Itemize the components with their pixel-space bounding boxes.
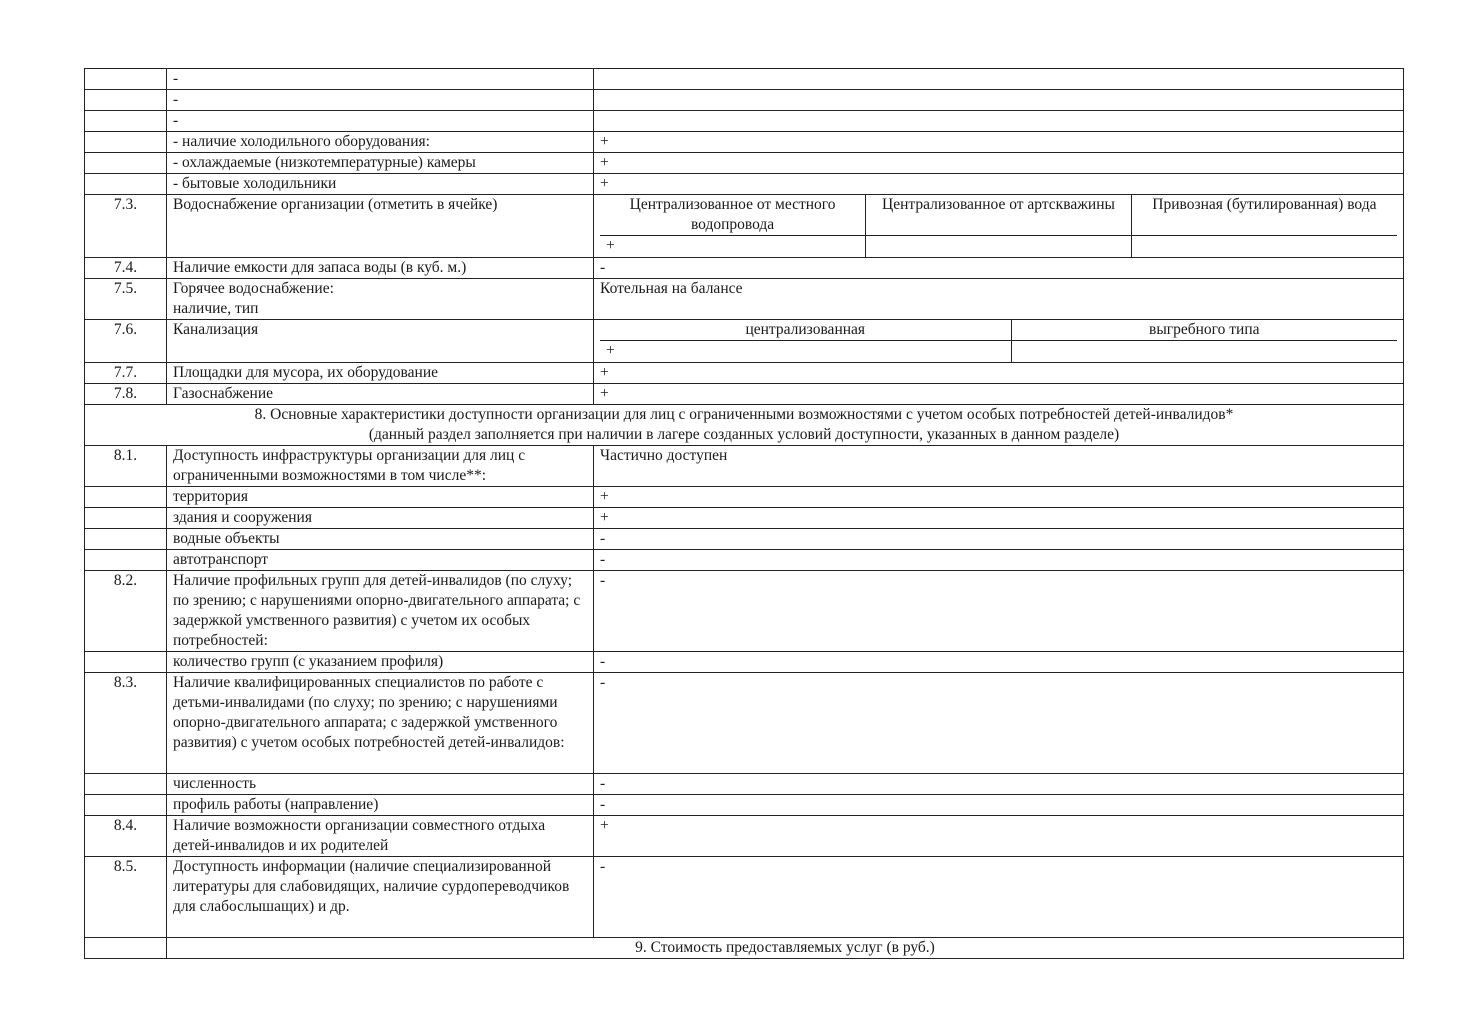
row-value: + [594,362,1404,383]
row-label: количество групп (с указанием профиля) [167,651,594,672]
row-8-3 [85,672,1404,773]
row-7-4 [85,257,1404,278]
water-option-central: Централизованное от местного водопровода [600,195,866,236]
row-value: Котельная на балансе [594,278,1404,319]
row-value: + [594,153,1404,174]
table-row [85,507,1404,528]
row-label: водные объекты [167,528,594,549]
row-label: Наличие емкости для запаса воды (в куб. м.) [167,257,594,278]
row-8-5 [85,856,1404,937]
section-9-header [85,937,1404,958]
row-label: Доступность инфраструктуры организации для лиц с ограниченными возможностями в том числе**: [167,445,594,486]
row-value: - [594,773,1404,794]
water-supply-options [594,195,1404,258]
row-value: Частично доступен [594,445,1404,486]
row-number: 7.6. [85,319,167,362]
row-value: + [594,132,1404,153]
row-label: Газоснабжение [167,383,594,404]
row-number: 8.3. [85,672,167,773]
row-number [85,90,167,111]
row-number [85,69,167,90]
characteristics-table [84,68,1404,959]
section-8-header [85,404,1404,445]
row-label: - [167,90,594,111]
row-value: - [594,672,1404,773]
row-number: 7.5. [85,278,167,319]
table-row [85,90,1404,111]
row-number: 7.3. [85,195,167,258]
row-label: Водоснабжение организации (отметить в ячейке) [167,195,594,258]
row-number: 7.8. [85,383,167,404]
table-row [85,69,1404,90]
row-number: 8.1. [85,445,167,486]
row-label: - наличие холодильного оборудования: [167,132,594,153]
section-9-title: 9. Стоимость предоставляемых услуг (в руб.) [167,937,1404,958]
row-8-2 [85,570,1404,651]
row-label: Наличие профильных групп для детей-инвалидов (по слуху; по зрению; с нарушениями опорно-двигательного аппарата; с задержкой умственного развития) с учетом их особых потребностей: [167,570,594,651]
sewerage-value-central: + [600,341,1011,362]
water-value-artesian [866,236,1132,257]
water-value-central: + [600,236,866,257]
row-value [594,90,1404,111]
row-label: численность [167,773,594,794]
row-label: профиль работы (направление) [167,794,594,815]
section-8-title [85,404,1404,445]
row-label: - [167,69,594,90]
row-7-3 [85,195,1404,258]
row-value: - [594,528,1404,549]
sewerage-value-cesspool [1011,341,1397,362]
water-option-artesian: Централизованное от артскважины [866,195,1132,236]
table-row [85,651,1404,672]
row-number [85,111,167,132]
row-value: - [594,570,1404,651]
table-row [85,174,1404,195]
row-label-line2: наличие, тип [173,299,259,317]
row-number [85,132,167,153]
table-row [85,528,1404,549]
row-label: территория [167,486,594,507]
row-8-1 [85,445,1404,486]
row-label: здания и сооружения [167,507,594,528]
sewerage-option-central: централизованная [600,320,1011,341]
row-value: - [594,794,1404,815]
row-label: Доступность информации (наличие специализированной литературы для слабовидящих, наличие сурдопереводчиков для слабослышащих) и др. [167,856,594,937]
row-value: - [594,257,1404,278]
row-value: + [594,507,1404,528]
row-number: 7.7. [85,362,167,383]
water-option-bottled: Привозная (бутилированная) вода [1131,195,1397,236]
row-value: + [594,174,1404,195]
table-row [85,486,1404,507]
table-row [85,111,1404,132]
sewerage-options [594,319,1404,362]
row-value: + [594,815,1404,856]
document-table-wrapper [84,68,1404,959]
row-value: - [594,856,1404,937]
row-8-4 [85,815,1404,856]
row-label-line1: Горячее водоснабжение: [173,279,334,297]
table-row [85,153,1404,174]
row-7-7 [85,362,1404,383]
section-8-title-line1: 8. Основные характеристики доступности организации для лиц с ограниченными возможностями с учетом особых потребностей детей-инвалидов* [254,405,1234,423]
row-label: Наличие возможности организации совместного отдыха детей-инвалидов и их родителей [167,815,594,856]
row-number: 8.4. [85,815,167,856]
row-7-6 [85,319,1404,362]
table-row [85,773,1404,794]
row-value: - [594,549,1404,570]
row-label [167,278,594,319]
row-value: + [594,383,1404,404]
row-label: автотранспорт [167,549,594,570]
row-number: 8.2. [85,570,167,651]
row-value: - [594,651,1404,672]
row-number: 7.4. [85,257,167,278]
row-value: + [594,486,1404,507]
row-label: Площадки для мусора, их оборудование [167,362,594,383]
section-8-title-line2: (данный раздел заполняется при наличии в лагере созданных условий доступности, указанных в данном разделе) [368,425,1120,443]
row-label: - охлаждаемые (низкотемпературные) камеры [167,153,594,174]
row-label: - бытовые холодильники [167,174,594,195]
sewerage-option-cesspool: выгребного типа [1011,320,1397,341]
row-number [85,174,167,195]
row-7-8 [85,383,1404,404]
row-label: Наличие квалифицированных специалистов по работе с детьми-инвалидами (по слуху; по зрению; с нарушениями опорно-двигательного аппарата; с задержкой умственного развития) с учетом особых потребностей детей-инвалидов: [167,672,594,773]
table-row [85,132,1404,153]
row-value [594,69,1404,90]
row-value [594,111,1404,132]
row-7-5 [85,278,1404,319]
table-row [85,794,1404,815]
water-value-bottled [1131,236,1397,257]
row-label: - [167,111,594,132]
row-number: 8.5. [85,856,167,937]
row-number [85,153,167,174]
row-label: Канализация [167,319,594,362]
table-row [85,549,1404,570]
